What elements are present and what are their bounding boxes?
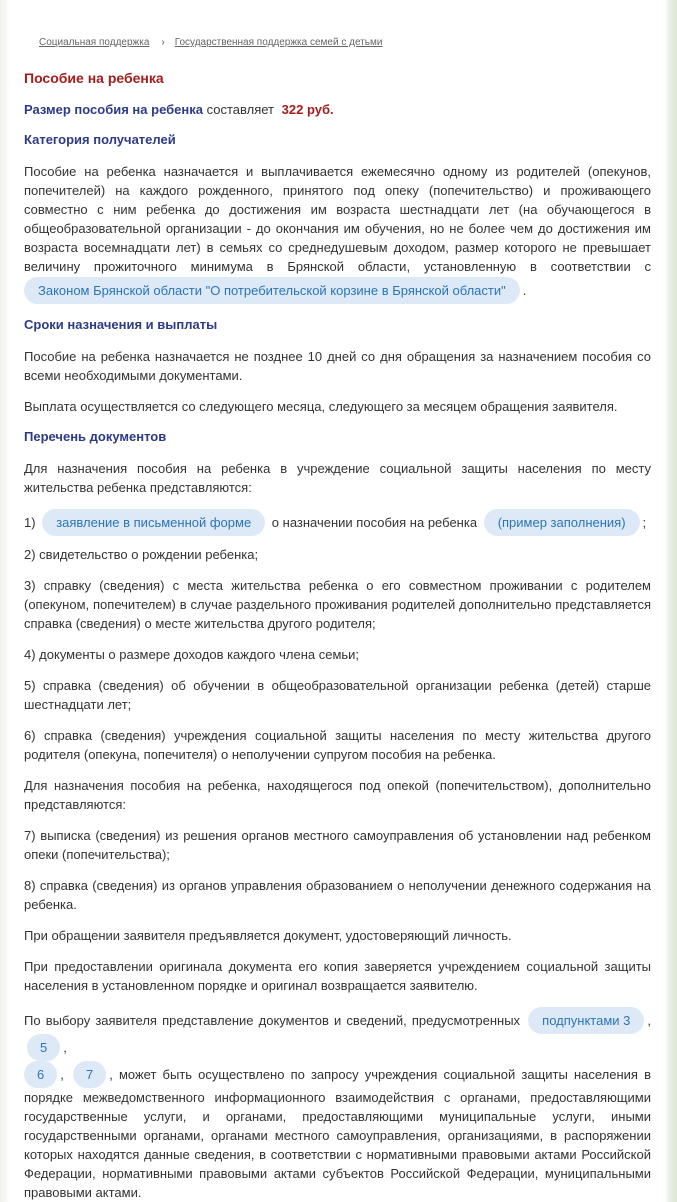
breadcrumb-link-social-support[interactable]: Социальная поддержка (39, 37, 150, 48)
choice-text-start: По выбору заявителя представление документов и сведений, предусмотренных (24, 1013, 521, 1028)
choice-text-rest: , может быть осуществлено по запросу учреждения социальной защиты населения в порядке межведомственного информационного взаимодействия с органами, предоставляющими государственные услуги, и органами, предоставляющими муниципальные услуги, иными государственными органами, органами местного самоуправления, организациями, в распоряжении которых находятся данные сведения, в соответствии с нормативными правовыми актами Российской Федерации, нормативными правовыми актами субъектов Российской Федерации, муниципальными правовыми актами. (24, 1067, 651, 1200)
recipients-text: Пособие на ребенка назначается и выплачивается ежемесячно одному из родителей (опекунов, попечителей) на каждого рожденного, принятого под опеку (попечительство) и проживающего совместно с ним ребенка до достижения им возраста шестнадцати лет (на обучающегося в общеобразовательной организации - до окончания им обучения, но не более чем до достижения им возраста восемнадцати лет) в семьях со среднедушевым доходом, размер которого не превышает величину прожиточного минимума в Брянской области, установленную в соответствии с (24, 164, 651, 274)
doc-item-8: 8) справка (сведения) из органов управления образованием о неполучении денежного содержания на ребенка. (24, 878, 651, 912)
amount-label: Размер пособия на ребенка (24, 102, 203, 117)
doc-item-1-text: о назначении пособия на ребенка (271, 515, 478, 530)
doc-item-6: 6) справка (сведения) учреждения социальной защиты населения по месту жительства другого родителя (опекуна, попечителя) о неполучении супругом пособия на ребенка. (24, 728, 651, 762)
original-note: При предоставлении оригинала документа его копия заверяется учреждением социальной защиты населения в установленном порядке и оригинал возвращается заявителю. (24, 959, 651, 993)
filling-example-link[interactable]: (пример заполнения) (484, 509, 640, 536)
main-content (24, 68, 651, 1202)
recipients-heading: Категория получателей (24, 132, 176, 147)
documents-intro: Для назначения пособия на ребенка в учреждение социальной защиты населения по месту жительства ребенка представляются: (24, 461, 651, 495)
subparagraph-5-link[interactable]: 5 (27, 1034, 60, 1061)
comma: , (60, 1067, 64, 1082)
doc-item-2: 2) свидетельство о рождении ребенка; (24, 547, 259, 562)
choice-paragraph-rest (24, 1061, 651, 1202)
identity-note: При обращении заявителя предъявляется документ, удостоверяющий личность. (24, 928, 512, 943)
breadcrumb-separator-icon: › (161, 37, 165, 48)
subparagraph-7-link[interactable]: 7 (73, 1061, 106, 1088)
guardianship-intro: Для назначения пособия на ребенка, находящегося под опекой (попечительством), дополнительно представляются: (24, 778, 651, 812)
doc-item-3: 3) справку (сведения) с места жительства ребенка о его совместном проживании с родителем (опекуном, попечителем) в случае раздельного проживания родителей дополнительно представляется справка (сведения) о месте жительства другого родителя; (24, 578, 651, 631)
doc-item-7: 7) выписка (сведения) из решения органов местного самоуправления об установлении над ребенком опеки (попечительства); (24, 828, 651, 862)
terms-paragraph-2: Выплата осуществляется со следующего месяца, следующего за месяцем обращения заявителя. (24, 399, 618, 414)
amount-value: 322 руб. (281, 102, 334, 117)
doc-item-1-number: 1) (24, 515, 36, 530)
doc-item-4: 4) документы о размере доходов каждого члена семьи; (24, 647, 360, 662)
doc-item-1-end: ; (642, 515, 647, 530)
documents-heading: Перечень документов (24, 429, 167, 444)
breadcrumb-link-family-support[interactable]: Государственная поддержка семей с детьми (174, 37, 383, 48)
terms-paragraph-1: Пособие на ребенка назначается не позднее 10 дней со дня обращения за назначением пособия со всеми необходимыми документами. (24, 349, 651, 383)
comma: , (63, 1040, 67, 1055)
benefit-amount (24, 100, 651, 119)
amount-verb: составляет (206, 102, 275, 117)
law-link[interactable]: Законом Брянской области "О потребительской корзине в Брянской области" (24, 277, 520, 304)
choice-paragraph-start (24, 1007, 651, 1061)
page-title: Пособие на ребенка (24, 70, 164, 86)
doc-item-5: 5) справка (сведения) об обучении в общеобразовательной организации ребенка (детей) старше шестнадцати лет; (24, 678, 651, 712)
subparagraph-3-link[interactable]: подпунктами 3 (528, 1007, 644, 1034)
law-link-end: . (522, 283, 527, 298)
doc-item-1 (24, 509, 651, 536)
terms-heading: Сроки назначения и выплаты (24, 317, 218, 332)
subparagraph-6-link[interactable]: 6 (24, 1061, 57, 1088)
law-link-row (24, 277, 651, 304)
application-form-link[interactable]: заявление в письменной форме (42, 509, 265, 536)
comma: , (647, 1013, 651, 1028)
breadcrumb (39, 37, 382, 48)
